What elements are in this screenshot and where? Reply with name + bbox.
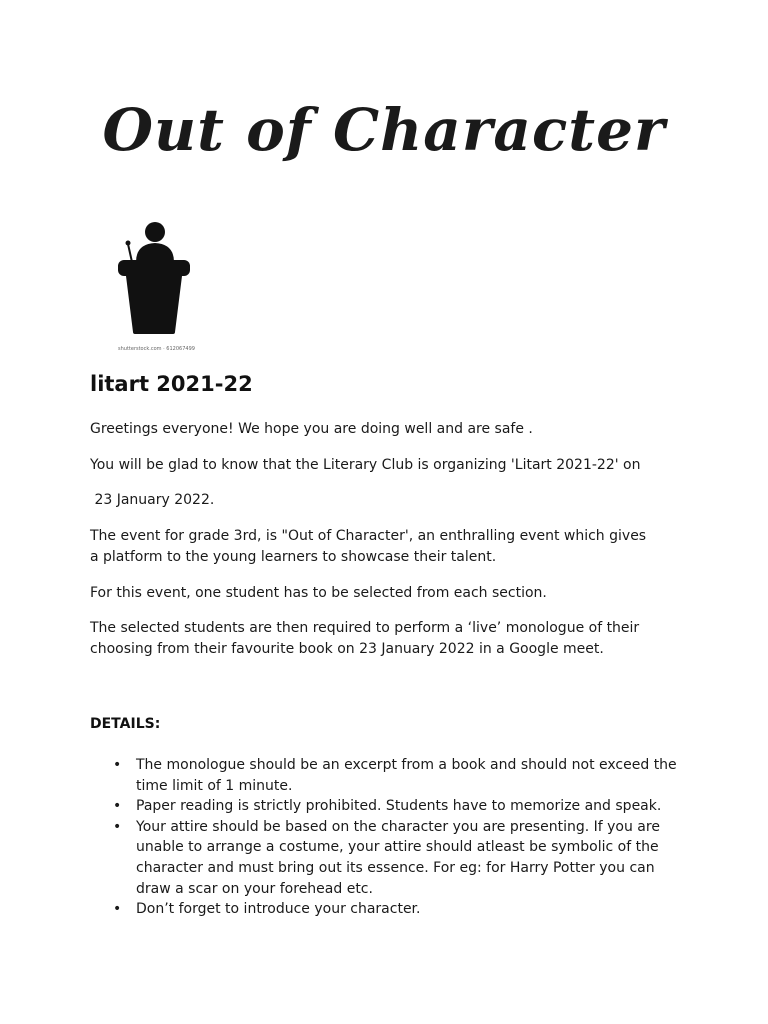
- bullet-dot: •: [113, 798, 122, 815]
- details-heading: DETAILS:: [90, 716, 161, 732]
- list-item-text: The monologue should be an excerpt from a book and should not exceed the time limit of 1 minute.: [136, 757, 677, 794]
- list-item: [90, 817, 682, 899]
- greeting-paragraph: Greetings everyone! We hope you are doing well and are safe .: [90, 421, 533, 437]
- event-date-paragraph: 23 January 2022.: [90, 492, 215, 508]
- list-item: [90, 796, 682, 817]
- bullet-dot: •: [113, 818, 122, 835]
- list-item-text: Don’t forget to introduce your character.: [136, 901, 421, 918]
- figure-caption: shutterstock.com · 612067499: [118, 346, 195, 352]
- list-item-text: Paper reading is strictly prohibited. Students have to memorize and speak.: [136, 798, 662, 815]
- details-list: [90, 755, 682, 920]
- event-heading: litart 2021-22: [90, 372, 253, 396]
- performance-paragraph: The selected students are then required to perform a ‘live’ monologue of their choosing from their favourite book on 23 January 2022 in a Google meet.: [90, 620, 640, 657]
- bullet-dot: •: [113, 757, 122, 773]
- list-item: [90, 899, 682, 920]
- selection-paragraph: For this event, one student has to be selected from each section.: [90, 585, 547, 601]
- list-item-text: Your attire should be based on the character you are presenting. If you are unable to arrange a costume, your attire should atleast be symbolic of the character and must bring out its essence. For eg: for Harry Potter you can draw a scar on your forehead etc.: [136, 818, 660, 897]
- speaker-at-podium-icon: [112, 218, 196, 338]
- event-description-paragraph: The event for grade 3rd, is "Out of Character', an enthralling event which gives a platform to the young learners to showcase their talent.: [90, 528, 647, 565]
- list-item: [90, 755, 682, 796]
- announcement-paragraph: You will be glad to know that the Literary Club is organizing 'Litart 2021-22' on: [90, 457, 641, 473]
- page-title: Out of Character: [102, 96, 666, 164]
- bullet-dot: •: [113, 901, 122, 918]
